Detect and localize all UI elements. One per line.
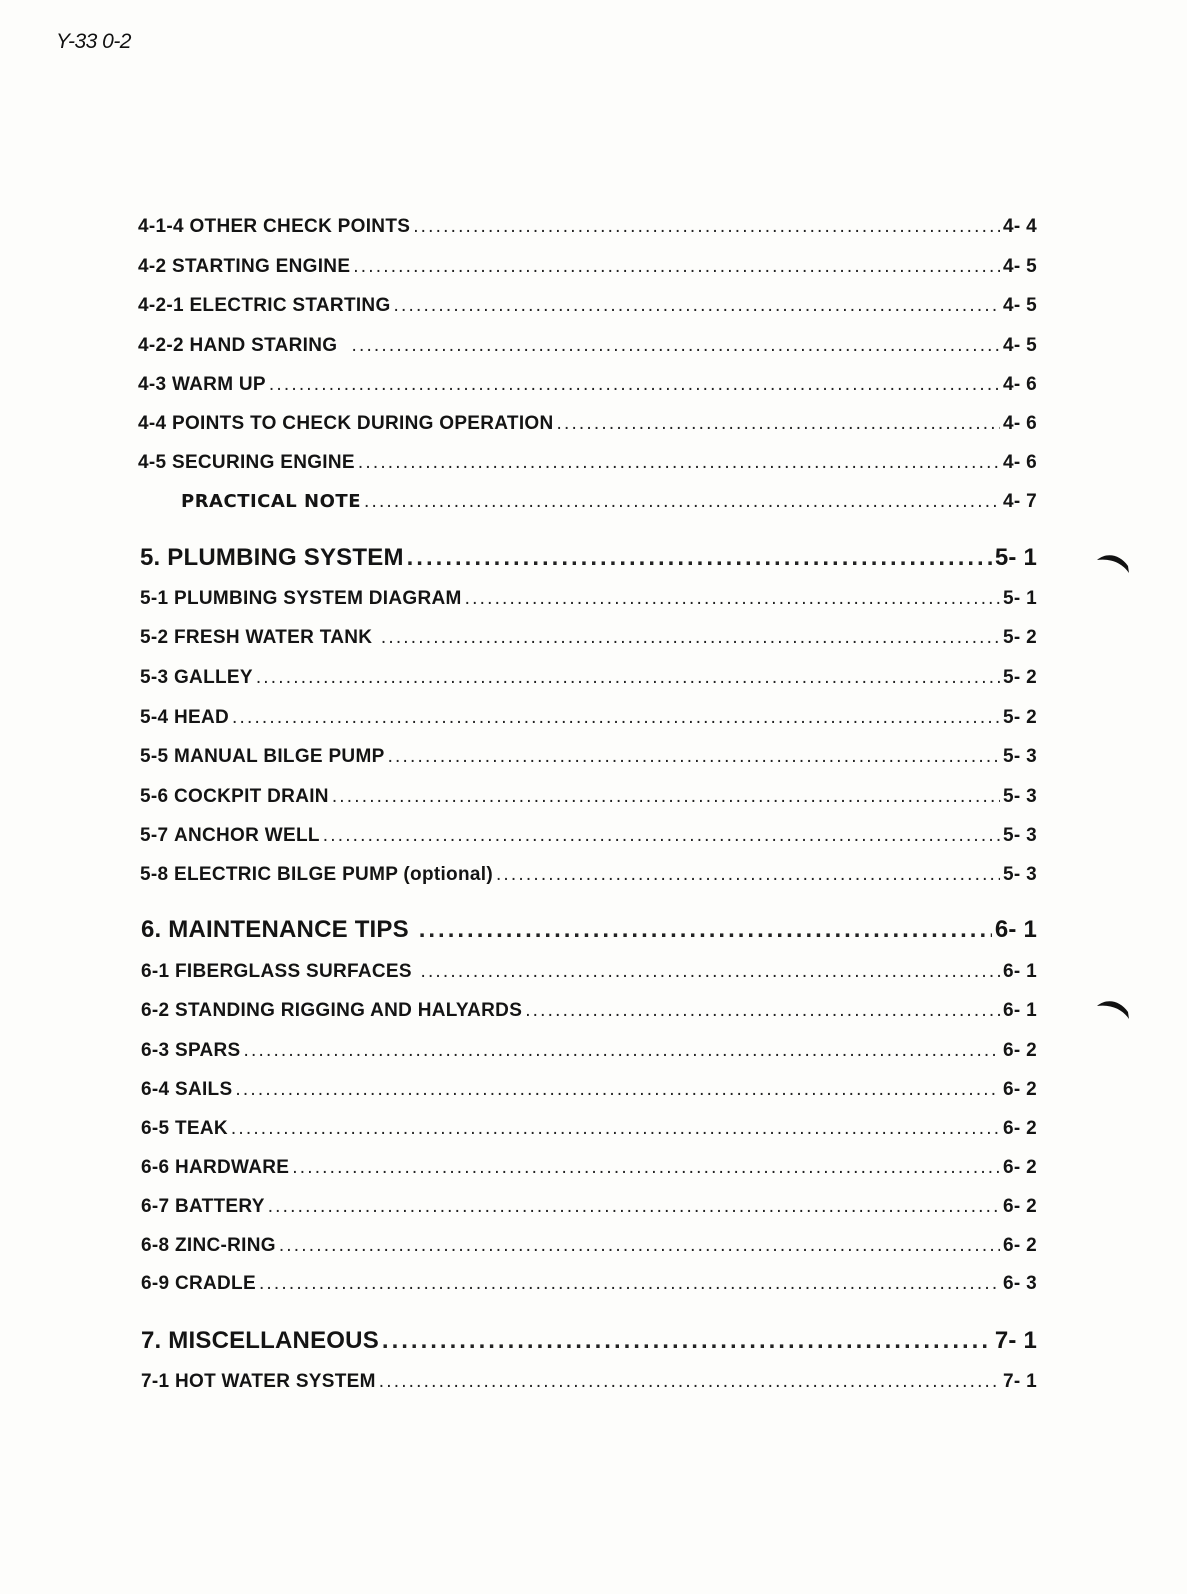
binder-hole-mark: [1096, 998, 1130, 1020]
toc-entry: [141, 1000, 1037, 1022]
toc-entry-number: 4-1-4: [138, 216, 184, 237]
toc-entry-page: 6- 1: [1003, 961, 1037, 982]
toc-entry: [140, 825, 1037, 847]
toc-entry-number: 5-6: [140, 786, 169, 807]
toc-entry-page: 4- 6: [1003, 452, 1037, 473]
toc-entry-page: 5- 3: [1003, 746, 1037, 767]
dot-leader: [292, 1157, 1000, 1179]
toc-entry-page: 4- 6: [1003, 413, 1037, 434]
dot-leader: [381, 627, 1000, 649]
toc-entry-title: SAILS: [174, 1079, 233, 1100]
toc-entry-number: 5-3: [140, 667, 169, 688]
toc-entry: [141, 1371, 1037, 1393]
toc-entry-page: 4- 5: [1003, 335, 1037, 356]
toc-entry: [141, 1040, 1037, 1062]
toc-entry: [141, 1196, 1037, 1218]
toc-entry-number: 4-5: [138, 452, 167, 473]
toc-entry-number: 4-2: [138, 256, 167, 277]
toc-entry-title: ELECTRIC BILGE PUMP (optional): [173, 864, 493, 885]
toc-entry-number: 5-7: [140, 825, 169, 846]
toc-entry: [141, 1079, 1037, 1101]
toc-entry-title: ANCHOR WELL: [173, 825, 320, 846]
toc-entry-number: 6-7: [141, 1196, 170, 1217]
toc-section-title: MISCELLANEOUS: [168, 1327, 379, 1354]
toc-entry: [140, 786, 1037, 808]
toc-entry-page: 4- 5: [1003, 256, 1037, 277]
toc-entry-title: SECURING ENGINE: [171, 452, 355, 473]
toc-entry: [140, 746, 1037, 768]
toc-entry-title: HARDWARE: [174, 1157, 290, 1178]
toc-entry: [138, 413, 1037, 435]
toc-entry-page: 6- 2: [1003, 1235, 1037, 1256]
dot-leader: [269, 374, 1000, 396]
toc-section-page: 7- 1: [994, 1327, 1037, 1354]
toc-entry-page: 6- 2: [1003, 1040, 1037, 1061]
toc-entry: [138, 216, 1037, 238]
toc-entry: [140, 627, 1037, 649]
toc-entry-title: ZINC-RING: [174, 1235, 276, 1256]
toc-entry-page: 6- 3: [1003, 1273, 1037, 1294]
dot-leader: [420, 961, 1000, 983]
toc-entry-page: 6- 2: [1003, 1196, 1037, 1217]
toc-entry-title: WARM UP: [171, 374, 266, 395]
toc-entry: [140, 707, 1037, 729]
toc-entry: [138, 374, 1037, 396]
toc-entry-page: 6- 2: [1003, 1079, 1037, 1100]
dot-leader: [232, 707, 1000, 729]
dot-leader: [413, 216, 1000, 238]
toc-entry-page: 6- 2: [1003, 1118, 1037, 1139]
toc-entry-page: 5- 2: [1003, 627, 1037, 648]
dot-leader: [279, 1235, 1000, 1257]
toc-section-heading: [141, 916, 1037, 944]
toc-entry: [141, 1235, 1037, 1257]
toc-entry: [141, 961, 1037, 983]
dot-leader: [256, 667, 1000, 689]
toc-entry: [138, 335, 1037, 357]
toc-section-title: PLUMBING SYSTEM: [167, 544, 404, 571]
dot-leader: [231, 1118, 1000, 1140]
dot-leader: [323, 825, 1000, 847]
toc-entry-title: STANDING RIGGING AND HALYARDS: [174, 1000, 523, 1021]
toc-entry-page: 5- 3: [1003, 786, 1037, 807]
toc-entry-number: 6-3: [141, 1040, 170, 1061]
toc-entry-title: GALLEY: [173, 667, 253, 688]
toc-section-number: 7.: [141, 1327, 162, 1354]
dot-leader: [364, 491, 1000, 513]
toc-section-page: 6- 1: [994, 916, 1037, 943]
toc-entry-title: BATTERY: [174, 1196, 265, 1217]
toc-entry-page: 5- 1: [1003, 588, 1037, 609]
toc-entry-title: PLUMBING SYSTEM DIAGRAM: [173, 588, 462, 609]
toc-section-number: 6.: [141, 916, 162, 943]
toc-entry-number: 5-2: [140, 627, 169, 648]
toc-entry-number: 4-2-2: [138, 335, 184, 356]
dot-leader: [394, 295, 1001, 317]
toc-entry: [140, 588, 1037, 610]
dot-leader: [419, 916, 992, 944]
toc-entry-title: COCKPIT DRAIN: [173, 786, 329, 807]
dot-leader: [388, 746, 1000, 768]
toc-entry-title: POINTS TO CHECK DURING OPERATION: [171, 413, 554, 434]
toc-entry: [140, 864, 1037, 886]
toc-entry: [138, 452, 1037, 474]
toc-entry-page: 5- 2: [1003, 667, 1037, 688]
toc-entry-page: 4- 5: [1003, 295, 1037, 316]
toc-entry-number: 6-5: [141, 1118, 170, 1139]
toc-entry-page: 7- 1: [1003, 1371, 1037, 1392]
dot-leader: [332, 786, 1000, 808]
dot-leader: [358, 452, 1000, 474]
toc-section-page: 5- 1: [994, 544, 1037, 571]
toc-entry-page: 4- 7: [1003, 491, 1037, 512]
toc-entry-title: HAND STARING: [189, 335, 338, 356]
toc-entry: [141, 1273, 1037, 1295]
toc-entry-title: STARTING ENGINE: [171, 256, 351, 277]
toc-entry-page: 5- 2: [1003, 707, 1037, 728]
dot-leader: [465, 588, 1000, 610]
toc-entry-title: HOT WATER SYSTEM: [174, 1371, 376, 1392]
toc-entry-title: CRADLE: [174, 1273, 256, 1294]
dot-leader: [407, 544, 992, 572]
toc-section-number: 5.: [140, 544, 161, 571]
page-identifier: Y-33 0-2: [56, 30, 131, 53]
toc-entry-title: MANUAL BILGE PUMP: [173, 746, 385, 767]
dot-leader: [382, 1327, 992, 1355]
toc-entry-title: FRESH WATER TANK: [173, 627, 373, 648]
dot-leader: [525, 1000, 1000, 1022]
toc-entry: [138, 256, 1037, 278]
dot-leader: [351, 335, 1000, 357]
toc-entry: [141, 1157, 1037, 1179]
toc-entry-title: FIBERGLASS SURFACES: [174, 961, 412, 982]
dot-leader: [496, 864, 1000, 886]
toc-section-heading: [141, 1327, 1037, 1355]
dot-leader: [557, 413, 1001, 435]
toc-entry-number: 6-2: [141, 1000, 170, 1021]
toc-entry: [140, 667, 1037, 689]
toc-entry-page: 6- 1: [1003, 1000, 1037, 1021]
toc-entry-number: 5-8: [140, 864, 169, 885]
toc-entry-page: 4- 4: [1003, 216, 1037, 237]
toc-entry-number: 4-2-1: [138, 295, 184, 316]
toc-entry-title: SPARS: [174, 1040, 241, 1061]
dot-leader: [353, 256, 1000, 278]
toc-entry-practical-note: [181, 491, 1037, 513]
toc-entry-title: HEAD: [173, 707, 230, 728]
toc-section-heading: [140, 544, 1037, 572]
toc-entry-number: 4-3: [138, 374, 167, 395]
toc-entry-title: OTHER CHECK POINTS: [189, 216, 411, 237]
toc-entry-number: 4-4: [138, 413, 167, 434]
toc-entry-number: 5-5: [140, 746, 169, 767]
toc-entry-number: 6-1: [141, 961, 170, 982]
toc-entry-number: 6-4: [141, 1079, 170, 1100]
toc-section-title: MAINTENANCE TIPS: [168, 916, 409, 943]
toc-entry-title: PRACTICAL NOTE: [181, 491, 361, 512]
toc-entry-number: 5-1: [140, 588, 169, 609]
toc-entry-page: 6- 2: [1003, 1157, 1037, 1178]
binder-hole-mark: [1096, 552, 1130, 574]
toc-entry-number: 7-1: [141, 1371, 170, 1392]
toc-entry-page: 5- 3: [1003, 825, 1037, 846]
toc-entry-number: 6-6: [141, 1157, 170, 1178]
toc-entry-number: 6-9: [141, 1273, 170, 1294]
toc-entry-page: 4- 6: [1003, 374, 1037, 395]
dot-leader: [268, 1196, 1000, 1218]
toc-entry-page: 5- 3: [1003, 864, 1037, 885]
toc-entry-number: 6-8: [141, 1235, 170, 1256]
toc-entry: [141, 1118, 1037, 1140]
dot-leader: [235, 1079, 1000, 1101]
toc-entry-title: ELECTRIC STARTING: [189, 295, 391, 316]
dot-leader: [379, 1371, 1000, 1393]
toc-entry-number: 5-4: [140, 707, 169, 728]
toc-entry: [138, 295, 1037, 317]
toc-entry-title: TEAK: [174, 1118, 228, 1139]
dot-leader: [259, 1273, 1000, 1295]
dot-leader: [244, 1040, 1001, 1062]
